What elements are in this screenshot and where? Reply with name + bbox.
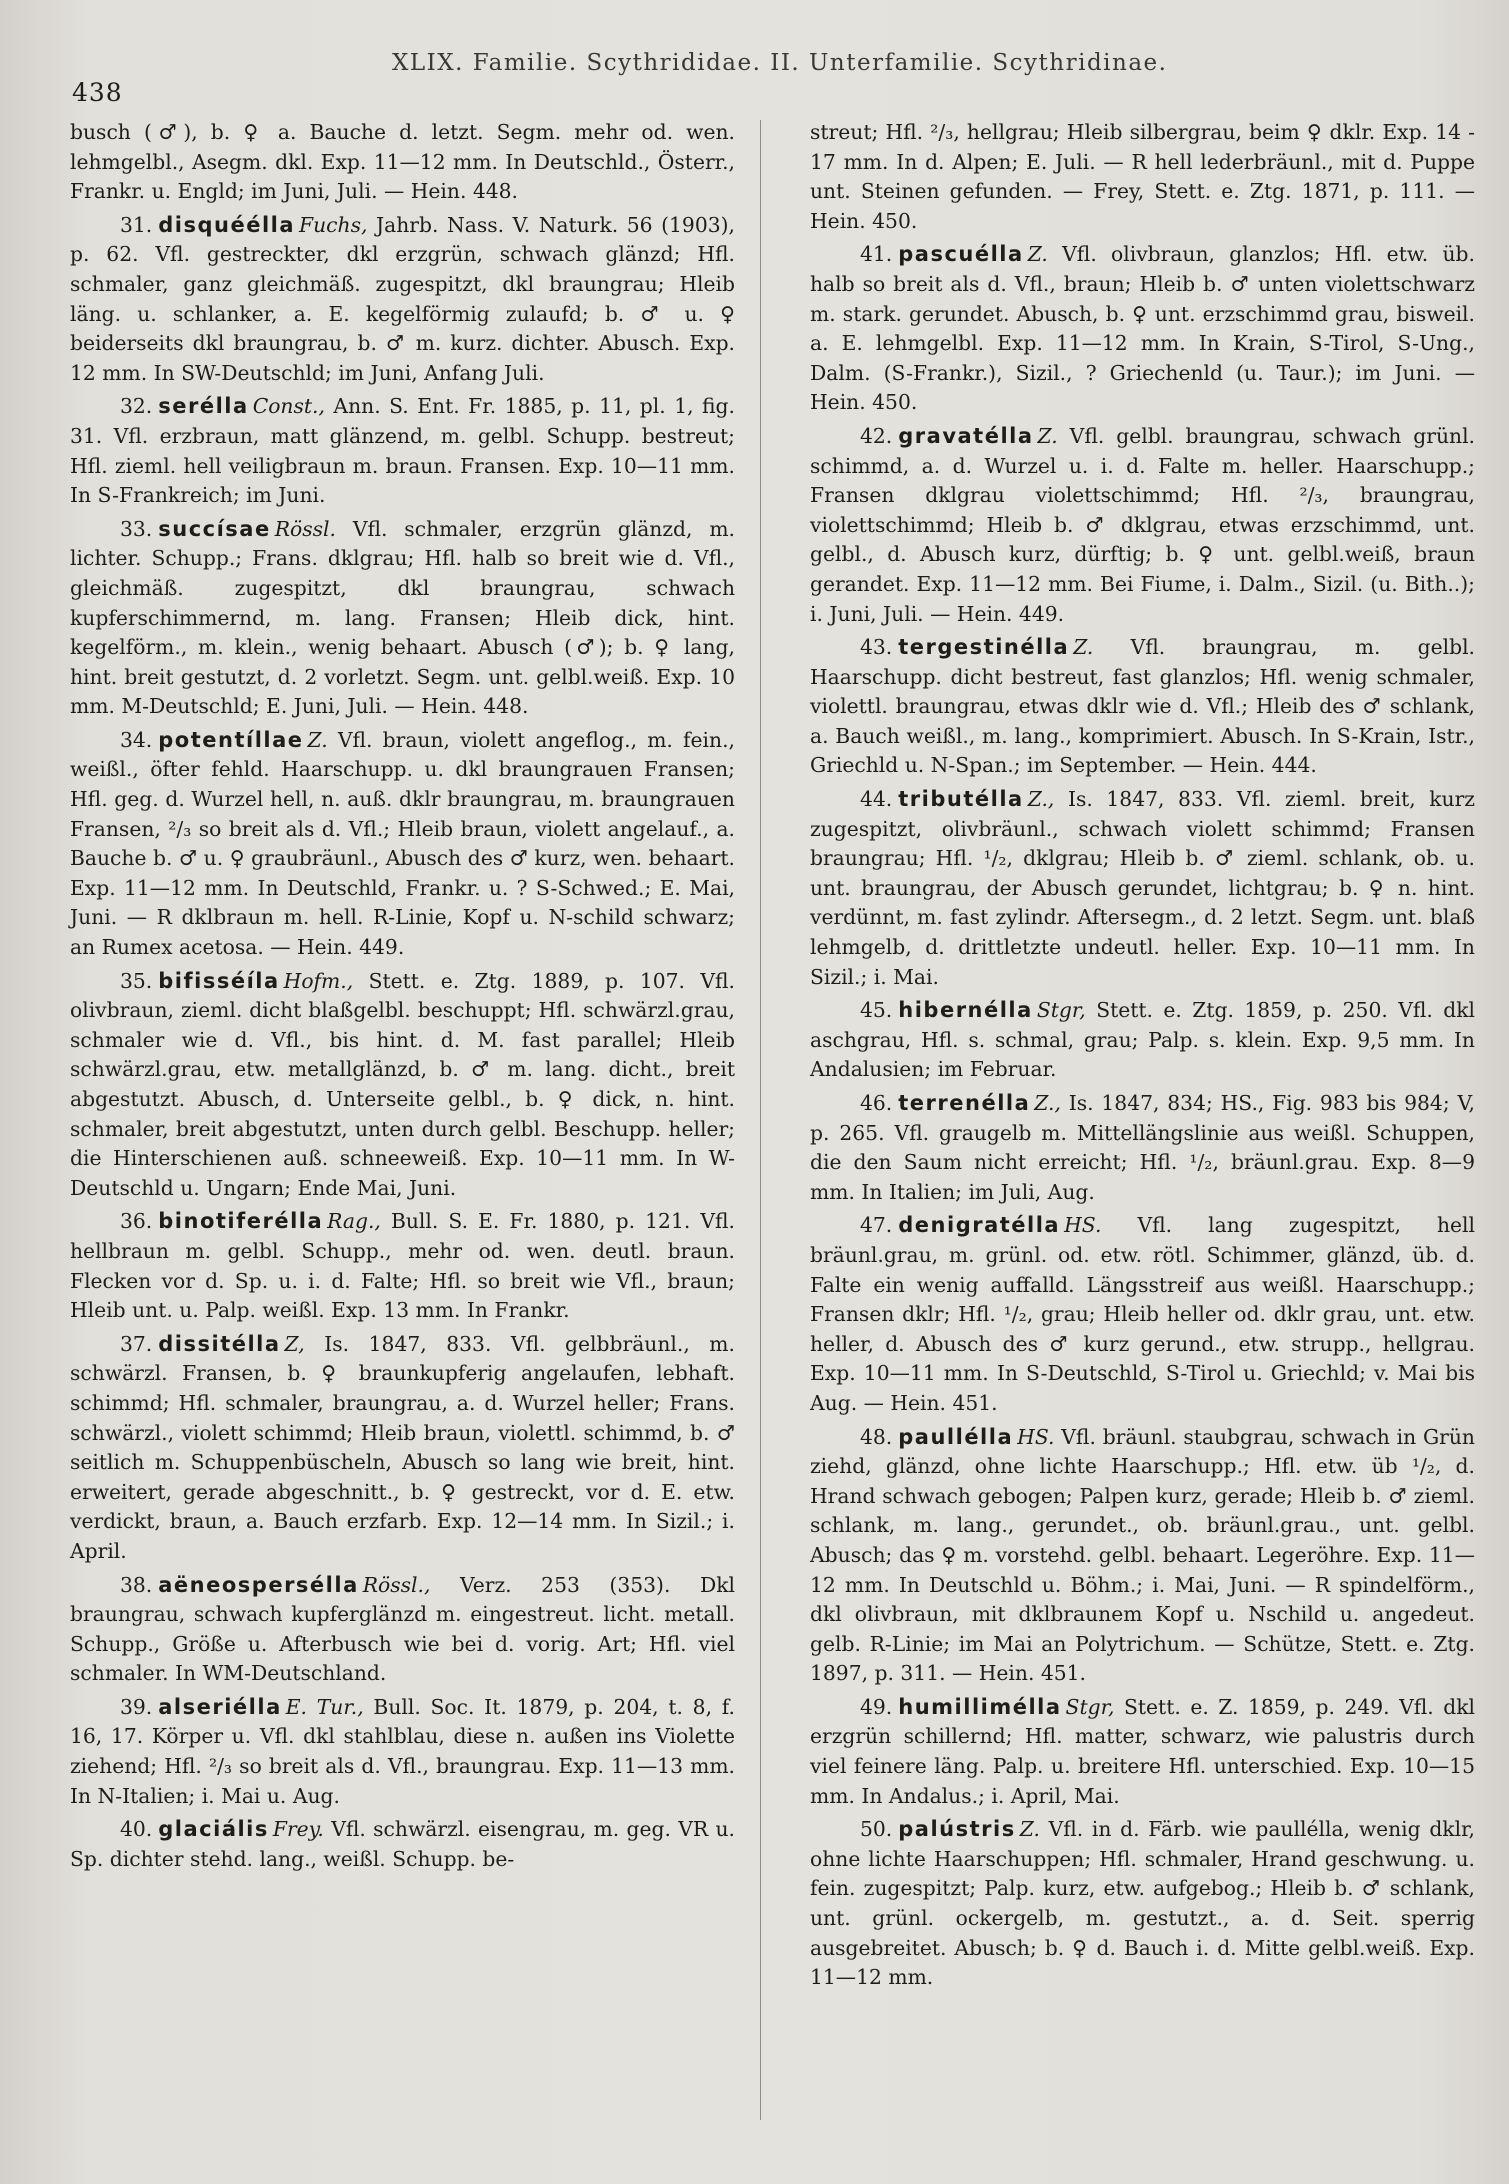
species-description: Verz. 253 (353). Dkl braungrau, schwach kupferglänzd m. eingestreut. licht. metall. Schupp., Größe u. Afterbusch wie bei d. vorig. Art; Hfl. viel schmaler. In WM-Deutschland. bbox=[70, 1572, 735, 1686]
species-description: Vfl. braungrau, m. gelbl. Haarschupp. dicht bestreut, fast glanzlos; Hfl. wenig schmaler, violettl. braungrau, etwas dklr wie d. Vfl.; Hleib des ♂ schlank, a. Bauch weißl., m. lang., komprimiert. Abusch. In S-Krain, Istr., Griechld u. N-Span.; im September. — Hein. 444. bbox=[810, 635, 1476, 778]
species-description: Is. 1847, 833. Vfl. gelbbräunl., m. schwärzl. Fransen, b. ♀ braunkupferig angelaufen, lebhaft. schimmd; Hfl. schmaler, braungrau, a. d. Wurzel heller; Frans. schwärzl., violett schimmd; Hleib braun, violettl. schimmd, b. ♂ seitlich m. Schuppenbüscheln, Abusch so lang wie breit, hint. erweitert, gerade abgeschnitt., b. ♀ gestreckt, vor d. E. etw. verdickt, braun, a. Bauch erzfarb. Exp. 12—14 mm. In Sizil.; i. April. bbox=[70, 1331, 735, 1563]
continuation-text: busch (♂), b. ♀ a. Bauche d. letzt. Segm. mehr od. wen. lehmgelbl., Asegm. dkl. Exp. 11—12 mm. In Deutschld., Österr., Frankr. u. Engld; im Juni, Juli. — Hein. 448. bbox=[70, 120, 735, 204]
species-name: gravatélla bbox=[898, 423, 1034, 448]
page-number: 438 bbox=[72, 78, 123, 107]
species-author: Rag., bbox=[327, 1209, 381, 1234]
entry-number: 33. bbox=[120, 516, 153, 541]
entry-paragraph bbox=[70, 392, 735, 510]
species-name: aëneospersélla bbox=[158, 1572, 359, 1597]
species-author: Z. bbox=[1037, 423, 1058, 448]
species-name: tributélla bbox=[898, 787, 1024, 812]
species-description: Vfl. bräunl. staubgrau, schwach in Grün ziehd, glänzd, ohne lichte Haarschupp.; Hfl. etw. üb ¹/₂, d. Hrand schwach gebogen; Palpen kurz, gerade; Hleib b. ♂ zieml. schlank, m. lang., gerundet., ob. bräunl.grau., unt. gelbl. Abusch; das ♀ m. vorstehd. gelbl. behaart. Legeröhre. Exp. 11—12 mm. In Deutschld u. Böhm.; i. Mai, Juni. — R spindelförm., dkl olivbraun, mit dklbraunem Kopf u. Nschild u. angedeut. gelb. R-Linie; im Mai an Polytrichum. — Schütze, Stett. e. Ztg. 1897, p. 311. — Hein. 451. bbox=[810, 1424, 1475, 1686]
species-author: Rössl. bbox=[274, 516, 336, 541]
species-entry bbox=[810, 1815, 1475, 1993]
species-entry bbox=[810, 785, 1475, 992]
species-entry bbox=[70, 392, 735, 510]
species-description: Vfl. lang zugespitzt, hell bräunl.grau, m. grünl. od. etw. rötl. Schimmer, glänzd, üb. d. Falte ein wenig auffalld. Längsstreif aus weißl. Haarschupp.; Fransen dklr; Hfl. ¹/₂, grau; Hleib heller od. dklr grau, unt. etw. heller, d. Abusch des ♂ kurz gerund., etw. strupp., hellgrau. Exp. 10—11 mm. In S-Deutschld, S-Tirol u. Griechld; v. Mai bis Aug. — Hein. 451. bbox=[810, 1213, 1475, 1415]
species-description: Bull. S. E. Fr. 1880, p. 121. Vfl. hellbraun m. gelbl. Schupp., mehr od. wen. deutl. braun. Flecken vor d. Sp. u. i. d. Falte; Hfl. so breit wie Vfl., braun; Hleib unt. u. Palp. weißl. Exp. 13 mm. In Frankr. bbox=[70, 1209, 735, 1323]
entry-paragraph bbox=[70, 1330, 735, 1567]
entry-number: 45. bbox=[860, 998, 893, 1023]
left-column bbox=[70, 118, 735, 1878]
entry-paragraph bbox=[70, 1571, 735, 1689]
species-entry bbox=[810, 422, 1475, 629]
entry-number: 44. bbox=[860, 787, 893, 812]
entry-number: 35. bbox=[120, 968, 153, 993]
species-name: paullélla bbox=[898, 1424, 1014, 1449]
species-entry bbox=[810, 633, 1475, 781]
species-description: Bull. Soc. It. 1879, p. 204, t. 8, f. 16, 17. Körper u. Vfl. dkl stahlblau, diese n. außen ins Violette ziehend; Hfl. ²/₃ so breit als d. Vfl., braungrau. Exp. 11—13 mm. In N-Italien; i. Mai u. Aug. bbox=[70, 1694, 735, 1808]
species-description: Stett. e. Ztg. 1859, p. 250. Vfl. dkl aschgrau, Hfl. s. schmal, grau; Palp. s. klein. Exp. 9,5 mm. In Andalusien; im Februar. bbox=[810, 998, 1475, 1082]
entry-paragraph bbox=[810, 633, 1475, 781]
species-name: disquéélla bbox=[158, 212, 296, 237]
species-name: potentíllae bbox=[158, 727, 304, 752]
entry-paragraph bbox=[810, 1693, 1475, 1811]
species-name: bifisséíla bbox=[158, 968, 280, 993]
entry-number: 41. bbox=[860, 242, 893, 267]
entry-paragraph bbox=[810, 240, 1475, 418]
entry-number: 31. bbox=[120, 212, 153, 237]
species-author: Z. bbox=[307, 727, 328, 752]
entry-paragraph bbox=[810, 1423, 1475, 1689]
entry-number: 37. bbox=[120, 1331, 153, 1356]
species-name: palústris bbox=[898, 1817, 1016, 1842]
species-entry bbox=[810, 996, 1475, 1085]
species-author: Z. bbox=[1019, 1817, 1040, 1842]
species-entry bbox=[810, 1211, 1475, 1418]
species-author: Z., bbox=[1034, 1091, 1061, 1115]
entry-number: 39. bbox=[120, 1694, 153, 1719]
species-name: alseriélla bbox=[158, 1694, 282, 1719]
entry-paragraph bbox=[70, 515, 735, 722]
species-entry bbox=[70, 211, 735, 389]
species-name: hibernélla bbox=[898, 998, 1033, 1023]
species-author: Z., bbox=[1027, 787, 1055, 812]
entry-number: 50. bbox=[860, 1817, 893, 1842]
species-author: HS. bbox=[1017, 1424, 1055, 1449]
species-entry bbox=[810, 1693, 1475, 1811]
entry-number: 38. bbox=[120, 1572, 153, 1597]
species-entry bbox=[70, 726, 735, 963]
species-description: Vfl. schwärzl. eisengrau, m. geg. VR u. Sp. dichter stehd. lang., weißl. Schupp. be- bbox=[70, 1817, 735, 1871]
entry-paragraph bbox=[70, 1207, 735, 1325]
entry-number: 47. bbox=[860, 1213, 893, 1238]
entry-number: 40. bbox=[120, 1817, 153, 1842]
right-column bbox=[810, 118, 1475, 1997]
species-author: Z, bbox=[284, 1331, 305, 1356]
species-author: Stgr, bbox=[1036, 998, 1086, 1023]
species-description: Jahrb. Nass. V. Naturk. 56 (1903), p. 62. Vfl. gestreckter, dkl erzgrün, schwach glänzd; Hfl. schmaler, ganz gleichmäß. zugespitzt, dkl braungrau; Hleib läng. u. schlanker, a. E. kegelförmig zulaufd; b. ♂ u. ♀ beiderseits dkl braungrau, b. ♂ m. kurz. dichter. Abusch. Exp. 12 mm. In SW-Deutschld; im Juni, Anfang Juli. bbox=[70, 212, 736, 385]
entry-paragraph bbox=[810, 1211, 1475, 1418]
species-name: humillimélla bbox=[898, 1694, 1062, 1719]
species-description: Vfl. in d. Färb. wie paullélla, wenig dklr, ohne lichte Haarschuppen; Hfl. schmaler, Hrand geschwung. u. fein. zugespitzt; Palp. kurz, etw. aufgebog.; Hleib b. ♂ schlank, unt. grünl. ockergelb, m. gestutzt., a. d. Seit. sperrig ausgebreitet. Abusch; b. ♀ d. Bauch i. d. Mitte gelbl.weiß. Exp. 11—12 mm. bbox=[810, 1817, 1475, 1990]
species-name: glaciális bbox=[158, 1817, 269, 1842]
entry-number: 32. bbox=[120, 394, 153, 419]
running-head: XLIX. Familie. Scythrididae. II. Unterfamilie. Scythridinae. bbox=[392, 50, 1168, 76]
species-name: binotiferélla bbox=[158, 1209, 324, 1234]
column-divider bbox=[760, 120, 761, 2120]
species-description: Is. 1847, 833. Vfl. zieml. breit, kurz zugespitzt, olivbräunl., schwach violett schimmd; Fransen braungrau; Hfl. ¹/₂, dklgrau; Hleib b. ♂ zieml. schlank, ob. u. unt. braungrau, der Abusch gerundet, lichtgrau; b. ♀ n. hint. verdünnt, m. fast zylindr. Aftersegm., d. 2 letzt. Segm. unt. blaß lehmgelb, d. drittletzte undeutl. heller. Exp. 10—11 mm. In Sizil.; i. Mai. bbox=[810, 787, 1475, 989]
species-author: Z. bbox=[1073, 635, 1094, 660]
species-entry bbox=[810, 240, 1475, 418]
entry-number: 49. bbox=[860, 1694, 893, 1719]
species-description: Is. 1847, 834; HS., Fig. 983 bis 984; V, p. 265. Vfl. graugelb m. Mittellängslinie aus weißl. Schuppen, die den Saum nicht erreicht; Hfl. ¹/₂, bräunl.grau. Exp. 8—9 mm. In Italien; im Juli, Aug. bbox=[810, 1091, 1476, 1204]
entry-paragraph bbox=[810, 785, 1475, 992]
entry-paragraph bbox=[810, 422, 1475, 629]
entry-number: 48. bbox=[860, 1424, 893, 1449]
species-description: Vfl. braun, violett angeflog., m. fein., weißl., öfter fehld. Haarschupp. u. dkl braungrauen Fransen; Hfl. geg. d. Wurzel hell, n. auß. dklr braungrau, m. braungrauen Fransen, ²/₃ so breit als d. Vfl.; Hleib braun, violett angelauf., a. Bauche b. ♂ u. ♀ graubräunl., Abusch des ♂ kurz, wen. behaart. Exp. 11—12 mm. In Deutschld, Frankr. u. ? S-Schwed.; E. Mai, Juni. — R dklbraun m. hell. R-Linie, Kopf u. N-schild schwarz; an Rumex acetosa. — Hein. 449. bbox=[70, 727, 735, 960]
species-author: Frey. bbox=[272, 1817, 324, 1842]
species-entry bbox=[70, 1693, 735, 1811]
entry-number: 43. bbox=[860, 635, 893, 660]
entry-number: 36. bbox=[120, 1209, 153, 1234]
species-author: Stgr, bbox=[1065, 1694, 1115, 1719]
species-name: serélla bbox=[158, 394, 249, 419]
continuation-text: streut; Hfl. ²/₃, hellgrau; Hleib silbergrau, beim ♀ dklr. Exp. 14 - 17 mm. In d. Alpen; E. Juli. — R hell lederbräunl., mit d. Puppe unt. Steinen gefunden. — Frey, Stett. e. Ztg. 1871, p. 111. — Hein. 450. bbox=[810, 120, 1475, 233]
species-entry bbox=[810, 1089, 1475, 1207]
species-author: Rössl., bbox=[362, 1572, 431, 1597]
species-author: Fuchs, bbox=[299, 212, 368, 237]
species-entry bbox=[810, 1423, 1475, 1689]
entry-paragraph bbox=[810, 996, 1475, 1085]
species-name: dissitélla bbox=[158, 1331, 281, 1356]
page-header bbox=[0, 40, 1509, 107]
species-entry bbox=[70, 1330, 735, 1567]
species-name: denigratélla bbox=[898, 1213, 1061, 1238]
species-entry bbox=[70, 1815, 735, 1874]
species-description: Ann. S. Ent. Fr. 1885, p. 11, pl. 1, fig. 31. Vfl. erzbraun, matt glänzend, m. gelbl. Schupp. bestreut; Hfl. zieml. hell veiligbraun m. braun. Fransen. Exp. 10—11 mm. In S-Frankreich; im Juni. bbox=[70, 394, 735, 508]
species-description: Vfl. olivbraun, glanzlos; Hfl. etw. üb. halb so breit als d. Vfl., braun; Hleib b. ♂ unten violettschwarz m. stark. gerundet. Abusch, b. ♀ unt. erzschimmd grau, bisweil. a. E. lehmgelbl. Exp. 11—12 mm. In Krain, S-Tirol, S-Ung., Dalm. (S-Frankr.), Sizil., ? Griechenld (u. Taur.); im Juni. — Hein. 450. bbox=[810, 242, 1475, 415]
species-author: E. Tur., bbox=[285, 1694, 364, 1719]
entry-paragraph bbox=[70, 1693, 735, 1811]
species-entry bbox=[70, 1207, 735, 1325]
entry-paragraph bbox=[810, 1815, 1475, 1993]
species-description: Vfl. gelbl. braungrau, schwach grünl. schimmd, a. d. Wurzel u. i. d. Falte m. heller. Haarschupp.; Fransen dklgrau violettschimmd; Hfl. ²/₃, braungrau, violettschimmd; Hleib b. ♂ dklgrau, etwas erzschimmd, unt. gelbl., d. Abusch kurz, dürftig; b. ♀ unt. gelbl.weiß, braun gerandet. Exp. 11—12 mm. Bei Fiume, i. Dalm., Sizil. (u. Bith..); i. Juni, Juli. — Hein. 449. bbox=[810, 423, 1475, 626]
entry-number: 42. bbox=[860, 423, 893, 448]
species-name: tergestinélla bbox=[898, 635, 1070, 660]
entry-paragraph bbox=[810, 1089, 1475, 1207]
entry-paragraph bbox=[70, 211, 735, 389]
species-entry bbox=[70, 967, 735, 1204]
species-author: Z. bbox=[1027, 242, 1048, 267]
species-author: Const., bbox=[252, 394, 325, 419]
species-author: Hofm., bbox=[283, 968, 354, 993]
species-author: HS. bbox=[1064, 1213, 1102, 1238]
species-name: succísae bbox=[158, 516, 271, 541]
species-description: Stett. e. Z. 1859, p. 249. Vfl. dkl erzgrün schillernd; Hfl. matter, schwarz, wie palustris durch viel feinere läng. Palp. u. breitere Hfl. unterschied. Exp. 10—15 mm. In Andalus.; i. April, Mai. bbox=[810, 1694, 1475, 1808]
entry-number: 46. bbox=[860, 1091, 893, 1115]
entry-paragraph bbox=[70, 726, 735, 963]
entry-paragraph bbox=[70, 967, 735, 1204]
species-description: Vfl. schmaler, erzgrün glänzd, m. lichter. Schupp.; Frans. dklgrau; Hfl. halb so breit wie d. Vfl., gleichmäß. zugespitzt, dkl braungrau, schwach kupferschimmernd, m. lang. Fransen; Hleib dick, hint. kegelförm., m. klein., wenig behaart. Abusch (♂); b. ♀ lang, hint. breit gestutzt, d. 2 vorletzt. Segm. unt. gelbl.weiß. Exp. 10 mm. M-Deutschld; E. Juni, Juli. — Hein. 448. bbox=[70, 516, 736, 719]
species-entry bbox=[70, 515, 735, 722]
species-description: Stett. e. Ztg. 1889, p. 107. Vfl. olivbraun, zieml. dicht blaßgelbl. beschuppt; Hfl. schwärzl.grau, schmaler wie d. Vfl., bis hint. d. M. fast parallel; Hleib schwärzl.grau, etw. metallglänzd, b. ♂ m. lang. dicht., breit abgestutzt. Abusch, d. Unterseite gelbl., b. ♀ dick, n. hint. schmaler, breit abgestutzt, unten durch gelbl. Beschupp. heller; die Hinterschienen auß. schneeweiß. Exp. 10—11 mm. In W-Deutschld u. Ungarn; Ende Mai, Juni. bbox=[70, 968, 735, 1200]
entry-paragraph bbox=[70, 1815, 735, 1874]
species-name: pascuélla bbox=[898, 242, 1024, 267]
species-name: terrenélla bbox=[898, 1091, 1031, 1115]
entry-number: 34. bbox=[120, 727, 153, 752]
species-entry bbox=[70, 1571, 735, 1689]
